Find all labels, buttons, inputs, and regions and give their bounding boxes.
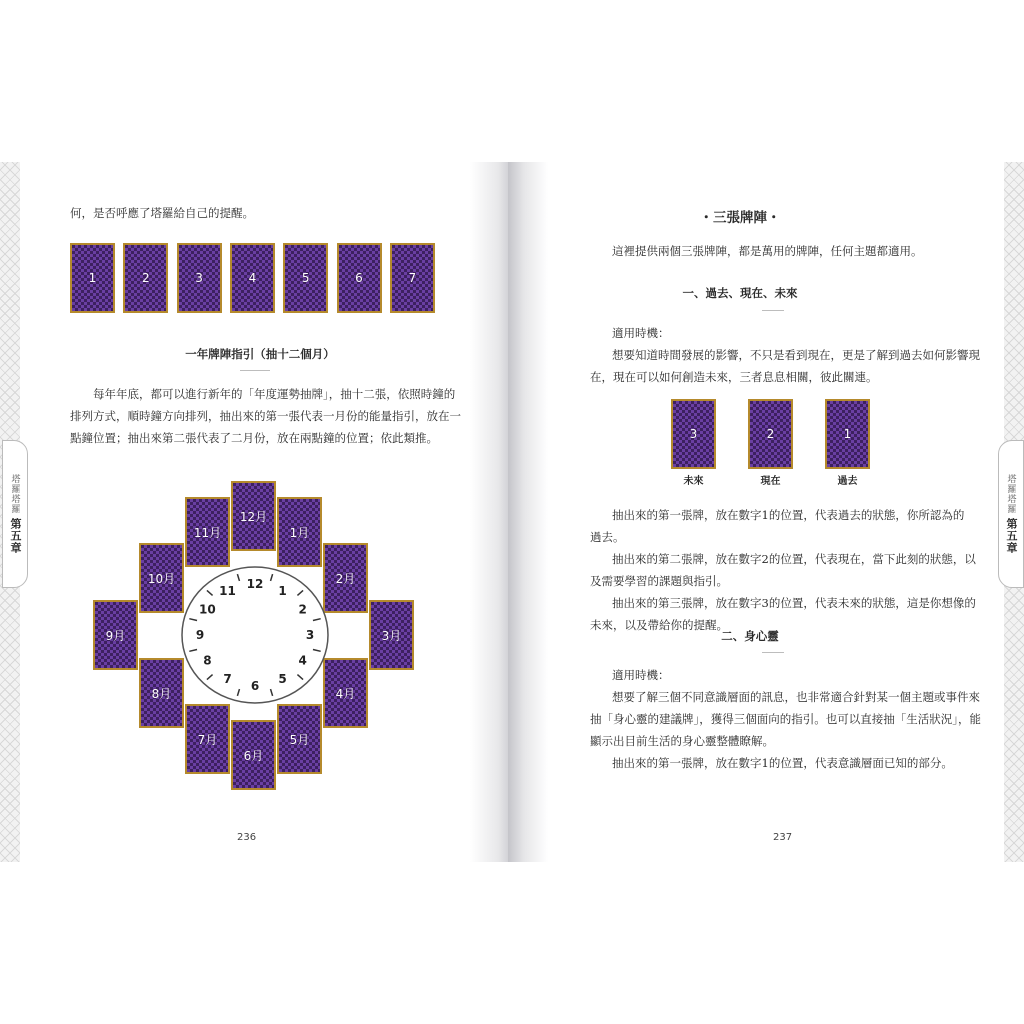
explain-line-1: 抽出來的第一張牌，放在數字1的位置，代表過去的狀態，你所認為的 xyxy=(612,508,965,522)
tarot-card xyxy=(671,399,716,469)
heading-rule xyxy=(762,310,784,311)
explain-line-5: 抽出來的第三張牌，放在數字3的位置，代表未來的狀態，這是你想像的 xyxy=(612,596,976,610)
card-position-label: 現在 xyxy=(760,476,781,487)
heading-rule xyxy=(762,652,784,653)
tarot-card xyxy=(123,243,168,313)
section2-line-4: 顯示出目前生活的身心靈整體瞭解。 xyxy=(590,734,774,748)
clock-number: 2 xyxy=(298,602,307,617)
left-para-line-2: 排列方式，順時鐘方向排列，抽出來的第一張代表一月份的能量指引，放在一 xyxy=(70,409,461,423)
month-card xyxy=(185,704,230,774)
chapter-tab-label: 第五章 xyxy=(9,518,22,554)
section2-line-1: 適用時機： xyxy=(612,668,670,682)
clock-number: 9 xyxy=(195,628,205,642)
card-label: 1 xyxy=(88,271,97,285)
page-number-left: 236 xyxy=(237,832,257,843)
clock-number: 1 xyxy=(278,583,287,598)
card-label: 3 xyxy=(195,271,203,285)
card-label: 8月 xyxy=(151,686,172,701)
clock-number: 5 xyxy=(278,672,287,687)
section1-line-1: 適用時機： xyxy=(612,326,670,340)
tarot-card xyxy=(748,399,793,469)
card-label: 3 xyxy=(689,427,698,441)
month-card xyxy=(139,543,184,613)
chapter-tab-book-title: 塔羅塔羅 xyxy=(1005,474,1016,514)
explain-line-3: 抽出來的第二張牌，放在數字2的位置，代表現在，當下此刻的狀態，以 xyxy=(612,552,976,566)
explain-line-6: 未來，以及帶給你的提醒。 xyxy=(590,618,728,632)
tarot-card xyxy=(70,243,115,313)
left-top-line: 何，是否呼應了塔羅給自己的提醒。 xyxy=(70,206,254,220)
tarot-card xyxy=(283,243,328,313)
left-para-line-3: 點鐘位置；抽出來第二張代表了二月份，放在兩點鐘的位置；依此類推。 xyxy=(70,431,438,445)
card-label: 4月 xyxy=(335,686,356,701)
card-label: 7月 xyxy=(197,732,218,747)
month-card xyxy=(369,600,414,670)
clock-number: 11 xyxy=(219,583,236,598)
month-card xyxy=(139,658,184,728)
left-heading: 一年牌陣指引（抽十二個月） xyxy=(185,347,335,361)
section1-heading: 一、過去、現在、未來 xyxy=(682,286,798,300)
right-intro: 這裡提供兩個三張牌陣，都是萬用的牌陣，任何主題都適用。 xyxy=(612,244,923,258)
right-title: ・三張牌陣・ xyxy=(699,210,781,226)
section1-line-3: 在，現在可以如何創造未來，三者息息相關，彼此關連。 xyxy=(590,370,878,384)
heading-rule xyxy=(240,370,270,371)
page-number-right: 237 xyxy=(773,832,793,843)
card-label: 4 xyxy=(248,271,257,285)
card-label: 10月 xyxy=(147,571,176,586)
clock-number: 4 xyxy=(298,653,307,668)
tarot-card xyxy=(177,243,222,313)
clock-diagram xyxy=(180,565,330,705)
month-card xyxy=(93,600,138,670)
clock-number: 12 xyxy=(246,577,264,591)
card-label: 2月 xyxy=(335,571,356,586)
explain-line-4: 及需要學習的課題與指引。 xyxy=(590,574,728,588)
card-label: 2 xyxy=(766,427,775,441)
card-label: 12月 xyxy=(239,509,268,524)
month-card xyxy=(185,497,230,567)
section2-heading: 二、身心靈 xyxy=(721,629,779,643)
card-label: 5月 xyxy=(289,732,310,747)
tarot-card xyxy=(230,243,275,313)
card-label: 6 xyxy=(355,271,363,285)
chapter-tab-book-title: 塔羅塔羅 xyxy=(9,474,20,514)
tarot-card xyxy=(337,243,382,313)
card-label: 6月 xyxy=(243,748,264,763)
card-label: 2 xyxy=(141,271,150,285)
book-gutter-shadow xyxy=(508,162,548,862)
section2-line-5: 抽出來的第一張牌，放在數字1的位置，代表意識層面已知的部分。 xyxy=(612,756,953,770)
chapter-tab-label: 第五章 xyxy=(1005,518,1018,554)
chapter-tab xyxy=(998,440,1024,588)
card-label: 9月 xyxy=(105,628,126,643)
card-label: 1月 xyxy=(289,525,310,540)
clock-number: 8 xyxy=(203,653,212,668)
card-position-label: 未來 xyxy=(683,476,704,487)
card-label: 7 xyxy=(408,271,417,285)
clock-number: 3 xyxy=(305,628,315,642)
section1-line-2: 想要知道時間發展的影響，不只是看到現在，更是了解到過去如何影響現 xyxy=(612,348,980,362)
left-para-line-1: 每年年底，都可以進行新年的「年度運勢抽牌」，抽十二張，依照時鐘的 xyxy=(93,387,456,401)
section2-line-2: 想要了解三個不同意識層面的訊息，也非常適合針對某一個主題或事件來 xyxy=(612,690,980,704)
book-gutter-shadow xyxy=(470,162,510,862)
month-card xyxy=(231,720,276,790)
card-label: 5 xyxy=(301,271,310,285)
card-label: 1 xyxy=(843,427,852,441)
tarot-card xyxy=(390,243,435,313)
clock-number: 7 xyxy=(223,672,232,687)
card-position-label: 過去 xyxy=(837,476,858,487)
section2-line-3: 抽「身心靈的建議牌」，獲得三個面向的指引。也可以直接抽「生活狀況」，能 xyxy=(590,712,981,726)
month-card xyxy=(231,481,276,551)
clock-number: 10 xyxy=(199,602,216,617)
explain-line-2: 過去。 xyxy=(590,530,625,544)
chapter-tab xyxy=(2,440,28,588)
month-card xyxy=(277,704,322,774)
clock-number: 6 xyxy=(250,679,260,693)
card-label: 3月 xyxy=(381,628,402,643)
month-card xyxy=(277,497,322,567)
tarot-card xyxy=(825,399,870,469)
card-label: 11月 xyxy=(193,525,222,540)
